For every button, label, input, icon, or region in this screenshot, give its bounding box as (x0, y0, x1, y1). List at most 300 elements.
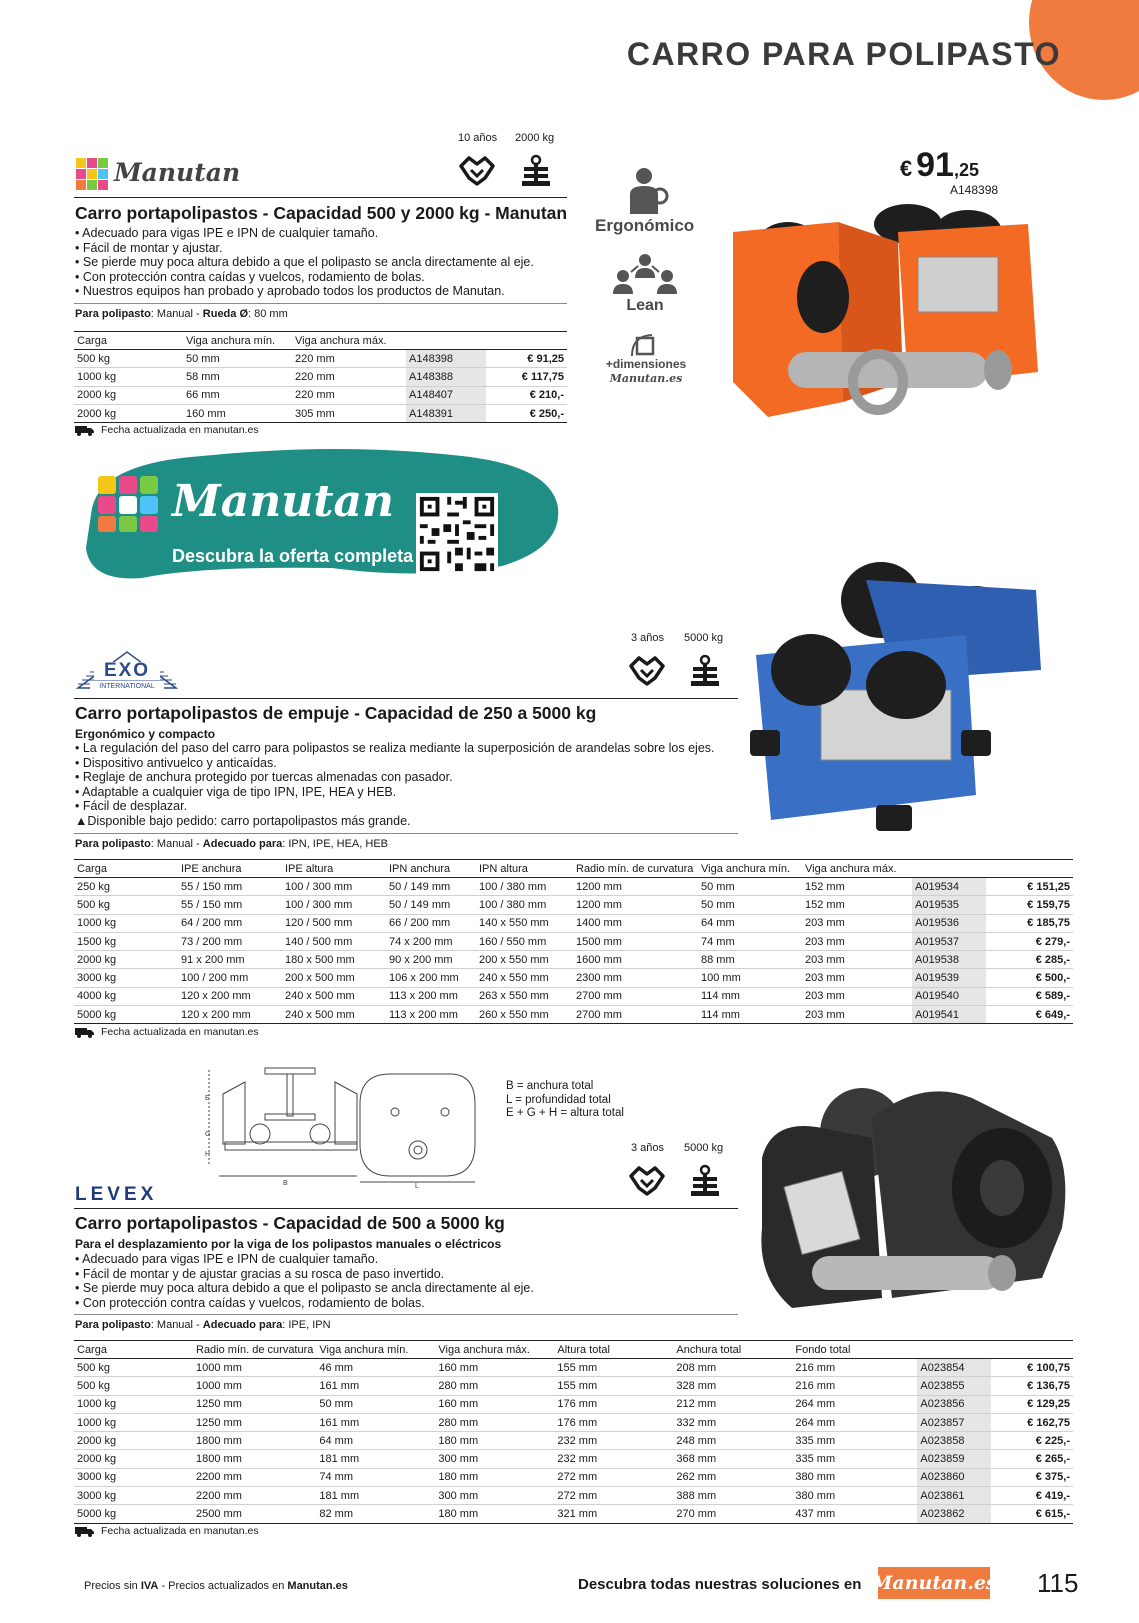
legend-item: L = profundidad total (506, 1093, 611, 1106)
spec-value: : Manual - (150, 308, 200, 320)
price-cell: € 279,- (986, 932, 1073, 950)
exo-logo-subtext: INTERNATIONAL (90, 683, 164, 690)
table-cell: 203 mm (802, 932, 912, 950)
feature-item: • Se pierde muy poca altura debido a que el polipasto se ancla directamente al eje. (75, 255, 534, 270)
table-cell: 272 mm (554, 1468, 673, 1486)
table-cell: 114 mm (698, 1006, 802, 1024)
table-cell: 200 x 550 mm (476, 951, 573, 969)
ergonomic-person-icon (622, 166, 670, 216)
price-cell: € 129,25 (991, 1395, 1073, 1413)
column-header: Viga anchura mín. (183, 332, 292, 350)
weight-icon (520, 154, 552, 190)
reference-cell: A019536 (912, 914, 986, 932)
spec-line (75, 1319, 331, 1331)
feature-item: • La regulación del paso del carro para polipastos se realiza mediante la superposición de arandelas sobre los ejes. (75, 741, 715, 756)
table-cell: 380 mm (792, 1487, 917, 1505)
table-cell: 1000 mm (193, 1359, 316, 1377)
update-note-text: Fecha actualizada en manutan.es (101, 1026, 259, 1038)
table-cell: 1000 kg (74, 368, 183, 386)
black-trolley-image (752, 1078, 1072, 1328)
table-row (74, 1432, 1073, 1450)
table-cell: 90 x 200 mm (386, 951, 476, 969)
spec-line (75, 308, 288, 320)
table-cell: 46 mm (316, 1359, 435, 1377)
table-row (74, 368, 567, 386)
feature-item: • Adecuado para vigas IPE e IPN de cualquier tamaño. (75, 1252, 534, 1267)
exo-logo (76, 650, 178, 692)
table-cell: 160 mm (435, 1359, 554, 1377)
orange-trolley-image (728, 202, 1048, 432)
table-cell: 3000 kg (74, 1468, 193, 1486)
table-cell: 500 kg (74, 1359, 193, 1377)
column-header: IPE altura (282, 860, 386, 878)
product-title: Carro portapolipastos - Capacidad 500 y 2000 kg - Manutan (75, 203, 568, 223)
table-cell: 2200 mm (193, 1468, 316, 1486)
reference-cell: A023855 (917, 1377, 991, 1395)
table-cell: 388 mm (673, 1487, 792, 1505)
table-cell: 2500 mm (193, 1505, 316, 1523)
table-cell: 152 mm (802, 878, 912, 896)
exo-logo-text: EXO (94, 662, 160, 680)
reference-cell: A148398 (406, 350, 486, 368)
table-cell: 220 mm (292, 350, 406, 368)
column-header (917, 1341, 991, 1359)
spec-value: : IPE, IPN (282, 1319, 331, 1331)
table-cell: 100 mm (698, 969, 802, 987)
feature-list (75, 1252, 534, 1310)
price-cell: € 250,- (486, 404, 567, 422)
price-cell: € 225,- (991, 1432, 1073, 1450)
table-cell: 1800 mm (193, 1450, 316, 1468)
table-row (74, 969, 1073, 987)
column-header: Viga anchura mín. (698, 860, 802, 878)
reference-cell: A019534 (912, 878, 986, 896)
banner-brand: Manutan (172, 476, 395, 527)
table-cell: 155 mm (554, 1359, 673, 1377)
reference-cell: A019537 (912, 932, 986, 950)
price-cell: € 265,- (991, 1450, 1073, 1468)
feature-item: • Se pierde muy poca altura debido a que el polipasto se ancla directamente al eje. (75, 1281, 534, 1296)
table-cell: 3000 kg (74, 1487, 193, 1505)
feature-item: • Nuestros equipos han probado y aprobado todos los productos de Manutan. (75, 284, 534, 299)
spec-value: : Manual - (150, 1319, 200, 1331)
section-divider (74, 698, 738, 699)
table-row (74, 350, 567, 368)
feature-item: • Reglaje de anchura protegido por tuercas almenadas con pasador. (75, 770, 715, 785)
table-cell: 82 mm (316, 1505, 435, 1523)
table-cell: 203 mm (802, 969, 912, 987)
lean-team-icon (611, 252, 679, 298)
table-cell: 1500 mm (573, 932, 698, 950)
table-row (74, 914, 1073, 932)
table-cell: 100 / 300 mm (282, 896, 386, 914)
table-cell: 73 / 200 mm (178, 932, 282, 950)
column-header: IPN anchura (386, 860, 476, 878)
table-cell: 332 mm (673, 1413, 792, 1431)
table-cell: 100 / 200 mm (178, 969, 282, 987)
table-cell: 328 mm (673, 1377, 792, 1395)
table-cell: 368 mm (673, 1450, 792, 1468)
footer-link[interactable]: Manutan.es (287, 1580, 348, 1592)
price-table (74, 331, 567, 423)
price-cell: € 210,- (486, 386, 567, 404)
truck-icon (75, 425, 95, 436)
rubik-cube-icon (96, 474, 162, 534)
table-cell: 2000 kg (74, 404, 183, 422)
table-header-row (74, 332, 567, 350)
column-header (986, 860, 1073, 878)
table-cell: 120 / 500 mm (282, 914, 386, 932)
table-cell: 220 mm (292, 386, 406, 404)
table-cell: 106 x 200 mm (386, 969, 476, 987)
table-cell: 250 kg (74, 878, 178, 896)
dim-letter: B (283, 1180, 288, 1187)
table-cell: 181 mm (316, 1487, 435, 1505)
spec-label: Para polipasto (75, 1319, 151, 1331)
table-cell: 335 mm (792, 1450, 917, 1468)
table-cell: 280 mm (435, 1413, 554, 1431)
table-cell: 1400 mm (573, 914, 698, 932)
column-header (912, 860, 986, 878)
feature-item: • Adaptable a cualquier viga de tipo IPN, IPE, HEA y HEB. (75, 785, 715, 800)
table-row (74, 951, 1073, 969)
table-row (74, 404, 567, 422)
price-table (74, 1340, 1073, 1524)
table-cell: 200 x 500 mm (282, 969, 386, 987)
table-cell: 50 mm (698, 878, 802, 896)
table-cell: 64 mm (698, 914, 802, 932)
price-cell: € 419,- (991, 1487, 1073, 1505)
spec-label: Adecuado para (202, 838, 283, 850)
lean-label: Lean (626, 297, 664, 314)
table-cell: 203 mm (802, 987, 912, 1005)
page-number: 115 (1037, 1568, 1079, 1598)
table-cell: 300 mm (435, 1487, 554, 1505)
availability-note: ▲ Disponible bajo pedido: carro portapolipastos más grande. (75, 814, 715, 829)
table-cell: 1500 kg (74, 932, 178, 950)
spec-label: Para polipasto (75, 838, 151, 850)
table-cell: 113 x 200 mm (386, 987, 476, 1005)
footer-text: Precios sin (84, 1580, 141, 1592)
table-cell: 262 mm (673, 1468, 792, 1486)
table-cell: 114 mm (698, 987, 802, 1005)
table-cell: 1250 mm (193, 1395, 316, 1413)
reference-cell: A023860 (917, 1468, 991, 1486)
price-cell: € 589,- (986, 987, 1073, 1005)
handshake-icon (458, 152, 496, 190)
table-cell: 203 mm (802, 1006, 912, 1024)
table-cell: 66 / 200 mm (386, 914, 476, 932)
table-cell: 232 mm (554, 1450, 673, 1468)
table-row (74, 1505, 1073, 1523)
table-cell: 180 mm (435, 1505, 554, 1523)
table-cell: 2200 mm (193, 1487, 316, 1505)
column-header: Fondo total (792, 1341, 917, 1359)
dim-letter: H (205, 1151, 211, 1158)
reference-cell: A019540 (912, 987, 986, 1005)
table-row (74, 386, 567, 404)
column-header: Radio mín. de curvatura (573, 860, 698, 878)
product-title: Carro portapolipastos - Capacidad de 500 a 5000 kg (75, 1213, 505, 1233)
dim-letter: G (205, 1131, 211, 1138)
table-cell: 1000 kg (74, 1413, 193, 1431)
column-header: Carga (74, 860, 178, 878)
table-cell: 180 mm (435, 1432, 554, 1450)
price-cell: € 151,25 (986, 878, 1073, 896)
table-cell: 58 mm (183, 368, 292, 386)
table-cell: 180 x 500 mm (282, 951, 386, 969)
table-cell: 55 / 150 mm (178, 896, 282, 914)
table-cell: 437 mm (792, 1505, 917, 1523)
update-note-text: Fecha actualizada en manutan.es (101, 1525, 259, 1537)
price-integer: 91 (916, 146, 954, 184)
table-row (74, 1450, 1073, 1468)
table-cell: 180 mm (435, 1468, 554, 1486)
table-cell: 176 mm (554, 1413, 673, 1431)
feature-item: • Fácil de montar y de ajustar gracias a su rosca de paso invertido. (75, 1267, 534, 1282)
price-cell: € 100,75 (991, 1359, 1073, 1377)
reference-cell: A023856 (917, 1395, 991, 1413)
spec-value: : Manual - (150, 838, 200, 850)
product-title: Carro portapolipastos de empuje - Capacidad de 250 a 5000 kg (75, 703, 597, 723)
column-header (406, 332, 486, 350)
table-cell: 120 x 200 mm (178, 1006, 282, 1024)
dim-letter: E (205, 1095, 210, 1102)
table-cell: 321 mm (554, 1505, 673, 1523)
price-cents: ,25 (953, 160, 979, 180)
table-cell: 2300 mm (573, 969, 698, 987)
table-row (74, 1468, 1073, 1486)
ergonomic-label: Ergonómico (595, 216, 695, 235)
table-cell: 2700 mm (573, 987, 698, 1005)
weight-icon (689, 654, 721, 690)
blue-trolley-image (746, 560, 1056, 840)
table-cell: 240 x 500 mm (282, 987, 386, 1005)
table-cell: 140 x 550 mm (476, 914, 573, 932)
table-cell: 1800 mm (193, 1432, 316, 1450)
qr-code-icon (416, 493, 498, 575)
reference-cell: A023861 (917, 1487, 991, 1505)
reference-cell: A023857 (917, 1413, 991, 1431)
diagram-legend (506, 1080, 624, 1121)
price-table (74, 859, 1073, 1024)
table-cell: 1200 mm (573, 896, 698, 914)
table-row (74, 878, 1073, 896)
banner-tagline: Descubra la oferta completa (172, 546, 414, 566)
spec-divider (74, 303, 567, 304)
spec-line (75, 838, 388, 850)
table-cell: 208 mm (673, 1359, 792, 1377)
feature-item: • Adecuado para vigas IPE e IPN de cualquier tamaño. (75, 226, 534, 241)
reference-cell: A019539 (912, 969, 986, 987)
feature-item: • Fácil de desplazar. (75, 799, 715, 814)
table-cell: 181 mm (316, 1450, 435, 1468)
levex-logo: LEVEX (75, 1184, 158, 1205)
table-cell: 88 mm (698, 951, 802, 969)
reference-cell: A019538 (912, 951, 986, 969)
price-cell: € 500,- (986, 969, 1073, 987)
reference-cell: A148391 (406, 404, 486, 422)
reference-cell: A148388 (406, 368, 486, 386)
table-cell: 305 mm (292, 404, 406, 422)
truck-icon (75, 1526, 95, 1537)
feature-item: • Con protección contra caídas y vuelcos, rodamiento de bolas. (75, 1296, 534, 1311)
table-cell: 1000 kg (74, 1395, 193, 1413)
more-dimensions-site: Manutan.es (609, 372, 683, 385)
table-row (74, 987, 1073, 1005)
table-cell: 64 mm (316, 1432, 435, 1450)
table-cell: 203 mm (802, 951, 912, 969)
column-header: Radio mín. de curvatura (193, 1341, 316, 1359)
table-header-row (74, 860, 1073, 878)
table-cell: 113 x 200 mm (386, 1006, 476, 1024)
price-reference: A148398 (950, 183, 999, 197)
update-note (75, 1525, 259, 1537)
price-cell: € 649,- (986, 1006, 1073, 1024)
table-cell: 1000 mm (193, 1377, 316, 1395)
table-cell: 248 mm (673, 1432, 792, 1450)
column-header: Carga (74, 332, 183, 350)
feature-item: • Con protección contra caídas y vuelcos, rodamiento de bolas. (75, 270, 534, 285)
table-cell: 74 mm (698, 932, 802, 950)
table-cell: 155 mm (554, 1377, 673, 1395)
table-cell: 5000 kg (74, 1505, 193, 1523)
price-cell: € 159,75 (986, 896, 1073, 914)
table-cell: 66 mm (183, 386, 292, 404)
table-cell: 1600 mm (573, 951, 698, 969)
reference-cell: A019541 (912, 1006, 986, 1024)
price-cell: € 91,25 (486, 350, 567, 368)
warranty-label: 3 años (631, 1142, 665, 1154)
reference-cell: A023854 (917, 1359, 991, 1377)
table-cell: 280 mm (435, 1377, 554, 1395)
spec-divider (74, 1314, 738, 1315)
column-header (991, 1341, 1073, 1359)
table-cell: 2000 kg (74, 951, 178, 969)
table-cell: 1000 kg (74, 914, 178, 932)
section-divider (74, 1208, 738, 1209)
table-cell: 160 / 550 mm (476, 932, 573, 950)
update-note-text: Fecha actualizada en manutan.es (101, 424, 259, 436)
price-cell: € 185,75 (986, 914, 1073, 932)
table-row (74, 896, 1073, 914)
table-row (74, 1377, 1073, 1395)
feature-list (75, 741, 715, 829)
price-cell: € 285,- (986, 951, 1073, 969)
column-header: Anchura total (673, 1341, 792, 1359)
table-cell: 55 / 150 mm (178, 878, 282, 896)
table-cell: 160 mm (435, 1395, 554, 1413)
table-cell: 240 x 550 mm (476, 969, 573, 987)
reference-cell: A148407 (406, 386, 486, 404)
column-header (486, 332, 567, 350)
capacity-label: 5000 kg (684, 1142, 724, 1154)
table-cell: 232 mm (554, 1432, 673, 1450)
table-cell: 161 mm (316, 1413, 435, 1431)
table-cell: 140 / 500 mm (282, 932, 386, 950)
column-header: Viga anchura máx. (435, 1341, 554, 1359)
price-cell: € 162,75 (991, 1413, 1073, 1431)
handshake-icon (628, 652, 666, 690)
truck-icon (75, 1027, 95, 1038)
table-cell: 100 / 380 mm (476, 896, 573, 914)
more-dimensions-label: +dimensiones (605, 357, 687, 371)
page-title: CARRO PARA POLIPASTO (626, 36, 1061, 72)
table-cell: 100 / 380 mm (476, 878, 573, 896)
column-header: Carga (74, 1341, 193, 1359)
table-cell: 2700 mm (573, 1006, 698, 1024)
table-row (74, 1006, 1073, 1024)
table-cell: 74 mm (316, 1468, 435, 1486)
capacity-label: 5000 kg (684, 632, 724, 644)
legend-item: E + G + H = altura total (506, 1107, 624, 1119)
table-cell: 270 mm (673, 1505, 792, 1523)
column-header: IPE anchura (178, 860, 282, 878)
spec-value: : 80 mm (248, 308, 288, 320)
table-cell: 240 x 500 mm (282, 1006, 386, 1024)
table-cell: 100 / 300 mm (282, 878, 386, 896)
table-cell: 216 mm (792, 1377, 917, 1395)
table-cell: 2000 kg (74, 386, 183, 404)
reference-cell: A019535 (912, 896, 986, 914)
table-cell: 2000 kg (74, 1432, 193, 1450)
manutan-logo-text: Manutan (114, 158, 241, 187)
column-header: IPN altura (476, 860, 573, 878)
table-cell: 263 x 550 mm (476, 987, 573, 1005)
main-price (900, 146, 979, 185)
box-dimensions-icon (628, 332, 662, 360)
table-row (74, 932, 1073, 950)
table-cell: 220 mm (292, 368, 406, 386)
technical-drawing (205, 1064, 485, 1188)
spec-value: : IPN, IPE, HEA, HEB (282, 838, 389, 850)
table-row (74, 1487, 1073, 1505)
footer-manutan-logo[interactable]: Manutan.es (878, 1567, 990, 1599)
warranty-label: 10 años (458, 132, 498, 144)
rubik-cube-icon (74, 156, 114, 192)
price-cell: € 117,75 (486, 368, 567, 386)
table-cell: 74 x 200 mm (386, 932, 476, 950)
banner-logo (96, 474, 162, 539)
table-cell: 120 x 200 mm (178, 987, 282, 1005)
reference-cell: A023862 (917, 1505, 991, 1523)
table-cell: 152 mm (802, 896, 912, 914)
column-header: Viga anchura máx. (292, 332, 406, 350)
table-row (74, 1413, 1073, 1431)
spec-label: Rueda Ø (202, 308, 249, 320)
table-cell: 5000 kg (74, 1006, 178, 1024)
table-cell: 50 mm (698, 896, 802, 914)
table-cell: 335 mm (792, 1432, 917, 1450)
table-cell: 160 mm (183, 404, 292, 422)
footer-cta: Descubra todas nuestras soluciones en (578, 1576, 862, 1593)
reference-cell: A023858 (917, 1432, 991, 1450)
table-cell: 212 mm (673, 1395, 792, 1413)
table-cell: 50 / 149 mm (386, 878, 476, 896)
table-cell: 64 / 200 mm (178, 914, 282, 932)
weight-icon (689, 1164, 721, 1200)
table-cell: 91 x 200 mm (178, 951, 282, 969)
spec-label: Adecuado para (202, 1319, 283, 1331)
table-cell: 161 mm (316, 1377, 435, 1395)
table-cell: 2000 kg (74, 1450, 193, 1468)
table-cell: 1200 mm (573, 878, 698, 896)
spec-label: Para polipasto (75, 308, 151, 320)
table-cell: 50 / 149 mm (386, 896, 476, 914)
table-cell: 1250 mm (193, 1413, 316, 1431)
price-cell: € 375,- (991, 1468, 1073, 1486)
spec-divider (74, 833, 738, 834)
